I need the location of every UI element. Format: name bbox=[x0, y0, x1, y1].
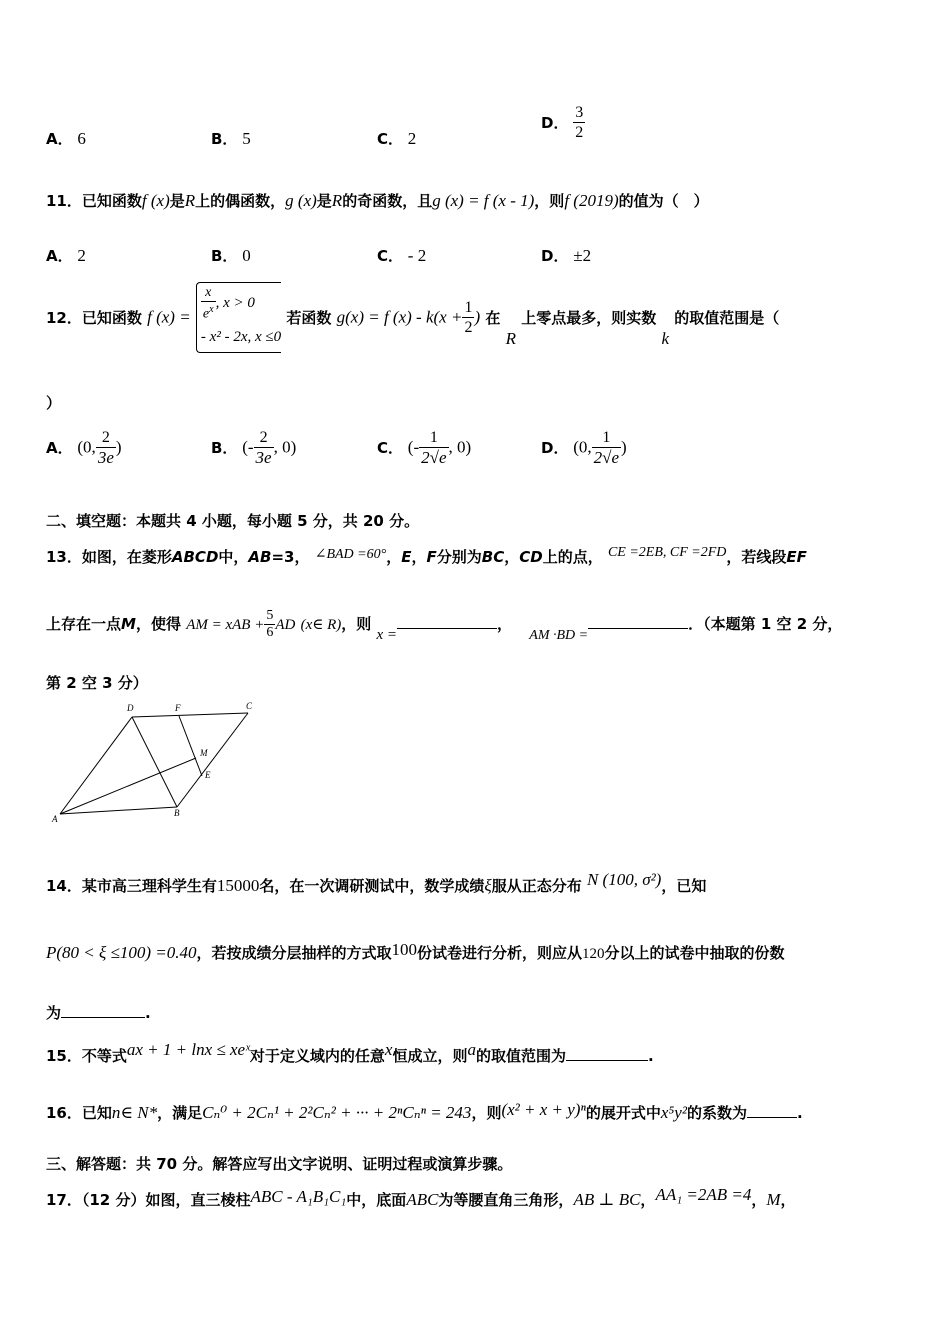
label-d: D bbox=[127, 703, 134, 713]
q12-stem-close: ） bbox=[46, 394, 62, 412]
q10-option-c: C． 2 bbox=[377, 129, 417, 148]
edge-dc bbox=[132, 713, 248, 717]
piecewise-brace: $\frac{x}{e^x}$ , x > 0 - x² - 2x, x ≤0 bbox=[196, 282, 281, 353]
section-3-heading: 三、解答题：共 70 分。解答应写出文字说明、证明过程或演算步骤。 bbox=[46, 1155, 513, 1173]
edge-ab bbox=[60, 807, 177, 814]
q12-option-c: C． (- $\frac{1}{2√e}$ , 0) bbox=[377, 429, 472, 467]
label-b: B bbox=[174, 808, 180, 818]
label-e: E bbox=[205, 770, 211, 780]
q12-stem: 12．已知函数 f (x) = $\frac{x}{e^x}$ , x > 0 - x² - 2x, x ≤0 若函数 g(x) = f (x) - k(x + $\frac{1}{2}$ ) 在 R 上零点最多，则实数 k 的取值范围是（ bbox=[46, 282, 779, 353]
label-f: F bbox=[175, 703, 181, 713]
q11-option-d: D． ±2 bbox=[541, 246, 592, 265]
section-2-heading: 二、填空题：本题共 4 小题，每小题 5 分，共 20 分。 bbox=[46, 512, 420, 530]
diagonal-db bbox=[132, 717, 177, 807]
q10-option-b: B． 5 bbox=[211, 129, 251, 148]
q13-line-1: 13．如图，在菱形ABCD中，AB=3， ∠BAD =60°，E，F分别为BC，CD上的点， CE =2EB, CF =2FD，若线段EF bbox=[46, 545, 807, 566]
q14-line-1: 14．某市高三理科学生有15000名，在一次调研测试中，数学成绩ξ服从正态分布 N (100, σ²)，已知 bbox=[46, 870, 707, 895]
rhombus-figure bbox=[40, 700, 270, 830]
q17-stem: 17．（12 分）如图，直三棱柱ABC - A₁B₁C₁中，底面ABC为等腰直角三角形，AB ⊥ BC，AA₁ =2AB =4，M， bbox=[46, 1185, 796, 1209]
q12-option-d: D． (0, $\frac{1}{2√e}$ ) bbox=[541, 429, 627, 467]
q16-stem: 16．已知n∈ N*，满足Cₙ⁰ + 2Cₙ¹ + 2²Cₙ² + ··· + 2ⁿCₙⁿ = 243，则(x² + x + y)ⁿ的展开式中x⁵y²的系数为 . bbox=[46, 1100, 803, 1122]
q10-option-d: D． $\frac{3}{2}$ bbox=[541, 104, 584, 141]
label-a: A bbox=[52, 814, 58, 824]
q13-line-2: 上存在一点M，使得 AM = xAB + $\frac{5}{6}$ AD (x∈ R)，则 x =， AM ·BD =．（本题第 1 空 2 分， bbox=[46, 608, 843, 643]
q10-option-a: A． 6 bbox=[46, 129, 86, 148]
segment-fe bbox=[179, 716, 202, 776]
q11-stem: 11．已知函数f (x)是R上的偶函数，g (x)是R的奇函数，且g (x) = f (x - 1)，则f (2019)的值为（ ） bbox=[46, 191, 709, 210]
edge-cb bbox=[177, 713, 248, 807]
q13-line-3: 第 2 空 3 分） bbox=[46, 674, 148, 692]
q14-line-2: P(80 < ξ ≤100) =0.40，若按成绩分层抽样的方式取100份试卷进行分析，则应从120分以上的试卷中抽取的份数 bbox=[46, 940, 785, 962]
q12-option-a: A． (0, $\frac{2}{3e}$ ) bbox=[46, 429, 122, 467]
label-m: M bbox=[200, 748, 208, 758]
q12-option-b: B． (- $\frac{2}{3e}$ , 0) bbox=[211, 429, 297, 467]
q11-option-a: A． 2 bbox=[46, 246, 86, 265]
q14-line-3: 为 . bbox=[46, 1004, 151, 1022]
q11-option-c: C． - 2 bbox=[377, 246, 427, 265]
label-c: C bbox=[246, 701, 253, 711]
q15-stem: 15．不等式ax + 1 + lnx ≤ xeˣ对于定义域内的任意x恒成立，则a的取值范围为 . bbox=[46, 1040, 654, 1065]
q11-option-b: B． 0 bbox=[211, 246, 251, 265]
